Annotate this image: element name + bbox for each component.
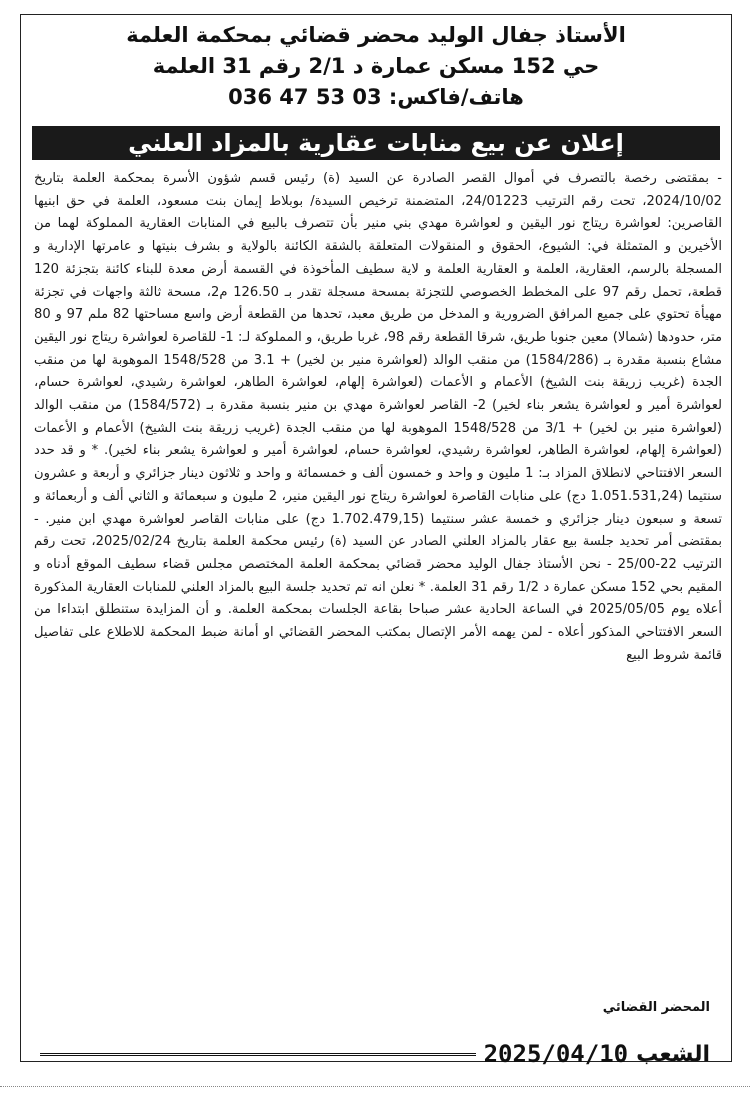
footer-rule bbox=[40, 1053, 476, 1056]
publication-name: الشعب bbox=[636, 1041, 710, 1067]
publication-date: 2025/04/10 bbox=[483, 1040, 629, 1068]
bailiff-address: حي 152 مسكن عمارة د 2/1 رقم 31 العلمة bbox=[152, 54, 600, 78]
bailiff-name: الأستاذ جفال الوليد محضر قضائي بمحكمة العلمة bbox=[126, 23, 626, 47]
signature: المحضر القضائي bbox=[602, 1000, 710, 1015]
bailiff-header bbox=[20, 20, 732, 113]
page-separator bbox=[0, 1086, 750, 1087]
announcement-body bbox=[34, 168, 722, 667]
bailiff-phone: هاتف/فاكس: 03 53 47 036 bbox=[228, 85, 524, 109]
announcement-title: إعلان عن بيع منابات عقارية بالمزاد العلني bbox=[32, 126, 720, 160]
publication-footer bbox=[40, 1036, 710, 1072]
body-paragraph: - بمقتضى رخصة بالتصرف في أموال القصر الصادرة عن السيد (ة) رئيس قسم شؤون الأسرة بمحكمة العلمة بتاريخ 2024/10/02، تحت رقم الترتيب 24/01223، المتضمنة ترخيص السيدة/ بوبلاط إيمان بنت مسعود، العلمة في حق ابنيها القاصرين: لعواشرة ريتاج نور اليقين و لعواشرة مهدي بني منير بأن تتصرف بالبيع في المنابات العقارية المملوكة لهما من الأخيرين و المتمثلة في: الشيوع، الحقوق و المنقولات المتعلقة بالشقة الكائنة بالولاية و بشرف بنيتها و عامرتها الإدارية و المسجلة بالرسم، العقارية، العلمة و العقارية العلمة و لاية سطيف المأخوذة في القسمة أرض معدة للبناء كائنة بتجزئة 120 قطعة، تحمل رقم 97 على المخطط الخصوصي للتجزئة بمسحة مسجلة تقدر بـ 126.50 م2، مسحة ثالثة واجهات في تجزئة مهيأة تحتوي على جميع المرافق الضرورية و المدخل من طريق معبد، تحدها من القطعة أرض واسع مساحتها 82 ملم 97 و 80 متر، حدودها (شمالا) معين جنوبا طريق، شرقا القطعة رقم 98، غربا طريق، و المملوكة لـ: 1- للقاصرة لعواشرة ريتاج نور اليقين مشاع بنسبة مقدرة بـ (1584/286) من منقب الوالد (لعواشرة منير بن لخير) + 3.1 من 1548/528 الموهوبة لها من منقب الجدة (غريب زريقة بنت الشيخ) الأعمام و الأعمات (لعواشرة إلهام، لعواشرة الطاهر، لعواشرة رشيدي، لعواشرة حسام، لعواشرة أمير و لعواشرة يشعر بناء لخير) 2- القاصر لعواشرة مهدي بن منير بنسبة مقدرة بـ (1584/572) من منقب الوالد (لعواشرة منير بن لخير) + 3/1 من 1548/528 الموهوبة لها من منقب الجدة (غريب زريقة بنت الشيخ) الأعمام و الأعمات (لعواشرة إلهام، لعواشرة الطاهر، لعواشرة رشيدي، لعواشرة حسام، لعواشرة أمير و لعواشرة يشعر بناء لخير). * و قد حدد السعر الافتتاحي لانطلاق المزاد بـ: 1 مليون و واحد و خمسون ألف و خمسمائة و واحد و ثلاثون دينار جزائري و أربعة و عشرون سنتيما (1.051.531,24 دج) على منابات القاصرة لعواشرة ريتاج نور اليقين منير، 2 مليون و سبعمائة و الثاني ألف و أربعمائة و تسعة و سبعون دينار جزائري و خمسة عشر سنتيما (1.702.479,15 دج) على منابات القاصر لعواشرة مهدي ابن منير. - بمقتضى أمر تحديد جلسة بيع عقار بالمزاد العلني الصادر عن السيد (ة) رئيس محكمة العلمة بتاريخ 2025/02/24، تحت رقم الترتيب 22-25/00 - نحن الأستاذ جفال الوليد محضر قضائي بمحكمة العلمة المختصص مجلس قضاء سطيف الموقع أدناه و المقيم بحي 152 مسكن عمارة د 1/2 رقم 31 العلمة. * نعلن انه تم تحديد جلسة البيع بالمزاد العلني للمنابات العقارية المذكورة أعلاه يوم 2025/05/05 في الساعة الحادية عشر صباحا بقاعة الجلسات بمحكمة العلمة. و أن المزايدة ستنطلق ابتداءا من السعر الافتتاحي المذكور أعلاه - لمن يهمه الأمر الإتصال بمكتب المحضر القضائي او أمانة ضبط المحكمة للاطلاع على تفاصيل قائمة شروط البيع bbox=[34, 171, 723, 663]
